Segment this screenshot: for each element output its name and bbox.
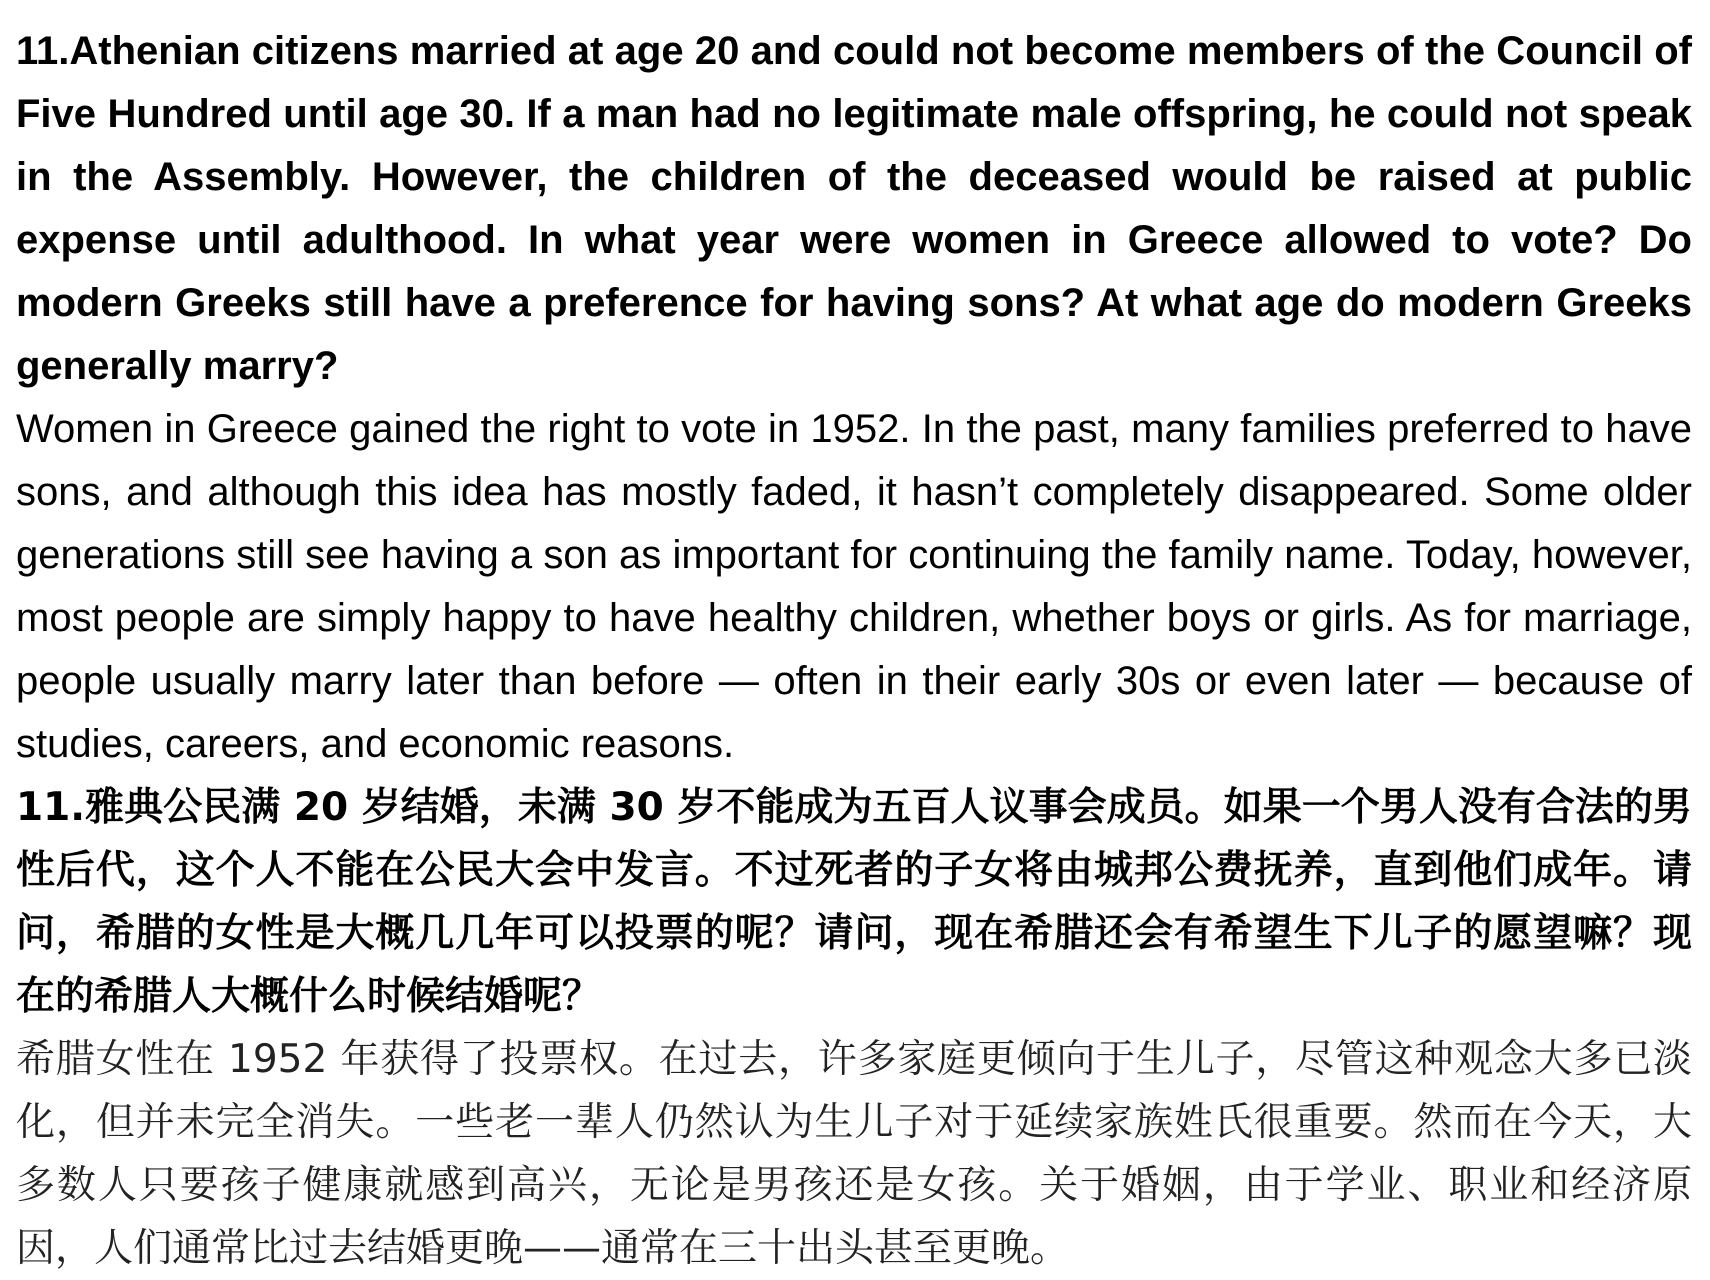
english-question: 11.Athenian citizens married at age 20 and could not become members of the Council of Five Hundred until age 30. If a man had no legitimate male offspring, he could not speak in the Assembly. However, the children of the deceased would be raised at public expense until adulthood. In what year were women in Greece allowed to vote? Do modern Greeks still have a preference for having sons? At what age do modern Greeks generally marry? <box>16 29 1692 388</box>
document-body <box>16 20 1692 1280</box>
english-answer: Women in Greece gained the right to vote in 1952. In the past, many families preferred to have sons, and although this idea has mostly faded, it hasn’t completely disappeared. Some older generations still see having a son as important for continuing the family name. Today, however, most people are simply happy to have healthy children, whether boys or girls. As for marriage, people usually marry later than before — often in their early 30s or even later — because of studies, careers, and economic reasons. <box>16 407 1692 766</box>
chinese-question: 11.雅典公民满 20 岁结婚，未满 30 岁不能成为五百人议事会成员。如果一个男人没有合法的男性后代，这个人不能在公民大会中发言。不过死者的子女将由城邦公费抚养，直到他们成年。请问，希腊的女性是大概几几年可以投票的呢？请问，现在希腊还会有希望生下儿子的愿望嘛？现在的希腊人大概什么时候结婚呢？ <box>16 785 1692 1019</box>
chinese-answer: 希腊女性在 1952 年获得了投票权。在过去，许多家庭更倾向于生儿子，尽管这种观念大多已淡化，但并未完全消失。一些老一辈人仍然认为生儿子对于延续家族姓氏很重要。然而在今天，大多数人只要孩子健康就感到高兴，无论是男孩还是女孩。关于婚姻，由于学业、职业和经济原因，人们通常比过去结婚更晚——通常在三十出头甚至更晚。 <box>16 1037 1692 1271</box>
